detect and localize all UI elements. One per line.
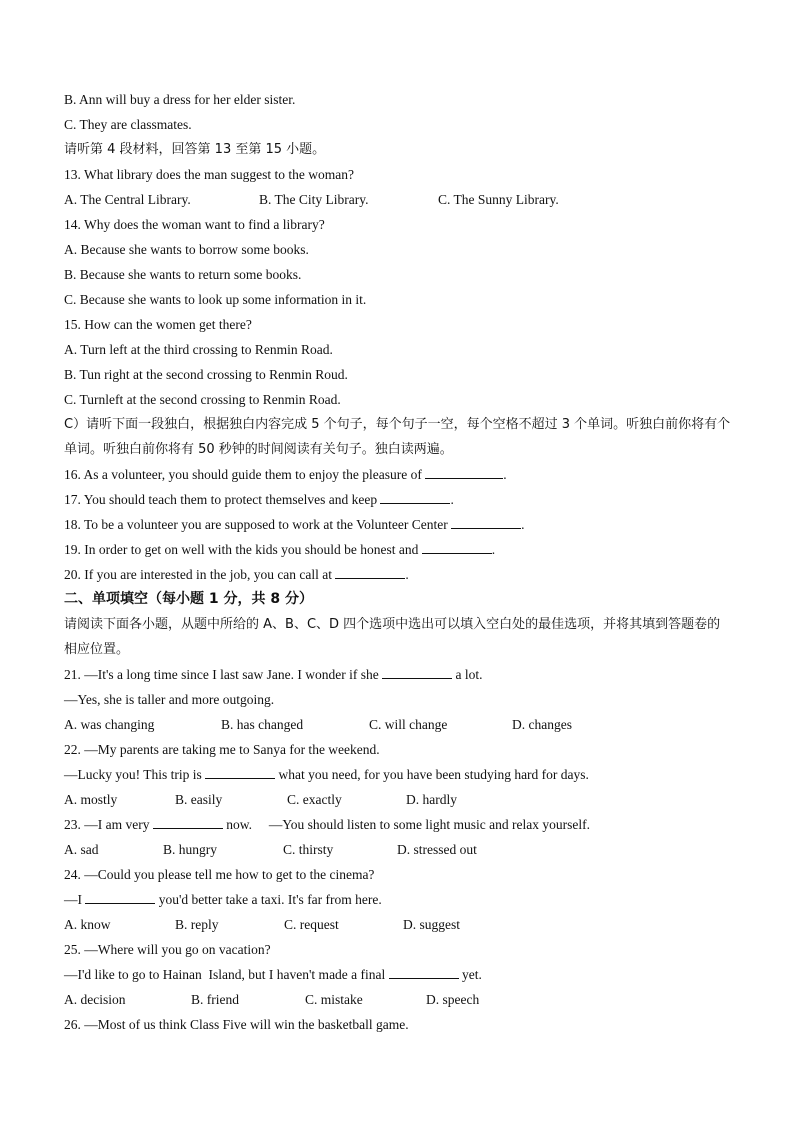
q17-end: . [450, 492, 454, 507]
q24-blank[interactable] [85, 887, 155, 904]
question-23-options [64, 837, 732, 862]
q22-end: what you need, for you have been studying hard for days. [275, 767, 589, 782]
q24-option-b: B. reply [175, 917, 219, 932]
q21-option-d: D. changes [512, 717, 572, 732]
q25-option-d: D. speech [426, 992, 480, 1007]
question-24: 24. —Could you please tell me how to get to the cinema? [64, 867, 375, 882]
question-18 [64, 512, 732, 537]
q15-option-c: C. Turnleft at the second crossing to Renmin Road. [64, 392, 341, 407]
question-22-options [64, 787, 732, 812]
q22-reply [64, 762, 732, 787]
q23-option-c: C. thirsty [283, 842, 334, 857]
q23-option-b: B. hungry [163, 842, 217, 857]
q19-text: 19. In order to get on well with the kids you should be honest and [64, 542, 422, 557]
question-25-options [64, 987, 732, 1012]
q25-option-a: A. decision [64, 992, 126, 1007]
q22-option-b: B. easily [175, 792, 223, 807]
q16-end: . [503, 467, 507, 482]
question-16 [64, 462, 732, 487]
q15-option-a: A. Turn left at the third crossing to Renmin Road. [64, 342, 333, 357]
q19-blank[interactable] [422, 537, 492, 554]
q21-text: 21. —It's a long time since I last saw Jane. I wonder if she [64, 667, 383, 682]
q18-end: . [521, 517, 525, 532]
q25-reply [64, 962, 732, 987]
q21-option-c: C. will change [369, 717, 448, 732]
question-21-options [64, 712, 732, 737]
q24-option-c: C. request [284, 917, 339, 932]
question-20 [64, 562, 732, 587]
question-21 [64, 662, 732, 687]
instruction-section-c: C）请听下面一段独白，根据独白内容完成 5 个句子，每个句子一空，每个空格不超过 3 个单词。听独白前你将有个单词。听独白前你将有 50 秒钟的时间阅读有关句子。独白读两遍。 [64, 417, 731, 457]
q23-text: 23. —I am very [64, 817, 153, 832]
q22-option-d: D. hardly [406, 792, 457, 807]
instruction-part4: 请听第 4 段材料，回答第 13 至第 15 小题。 [64, 142, 326, 157]
exam-content [64, 87, 732, 1037]
question-24-options [64, 912, 732, 937]
q17-text: 17. You should teach them to protect themselves and keep [64, 492, 381, 507]
q21-option-a: A. was changing [64, 717, 155, 732]
q22-text: —Lucky you! This trip is [64, 767, 206, 782]
q13-option-b: B. The City Library. [259, 192, 369, 207]
q21-blank[interactable] [382, 662, 452, 679]
q20-end: . [405, 567, 409, 582]
q23-option-d: D. stressed out [397, 842, 477, 857]
q19-end: . [491, 542, 496, 557]
q14-option-c: C. Because she wants to look up some information in it. [64, 292, 367, 307]
q21-end: a lot. [452, 667, 483, 682]
q16-text: 16. As a volunteer, you should guide them to enjoy the pleasure of [64, 467, 426, 482]
q25-blank[interactable] [389, 962, 459, 979]
q24-reply [64, 887, 732, 912]
q24-option-d: D. suggest [403, 917, 460, 932]
question-22: 22. —My parents are taking me to Sanya for the weekend. [64, 742, 380, 757]
q18-text: 18. To be a volunteer you are supposed to work at the Volunteer Center [64, 517, 452, 532]
question-26: 26. —Most of us think Class Five will win the basketball game. [64, 1017, 409, 1032]
question-19 [64, 537, 732, 562]
q13-option-a: A. The Central Library. [64, 192, 191, 207]
q14-option-a: A. Because she wants to borrow some books. [64, 242, 309, 257]
q23-end: now. —You should listen to some light music and relax yourself. [222, 817, 590, 832]
option-prev-c: C. They are classmates. [64, 117, 192, 132]
q22-blank[interactable] [205, 762, 275, 779]
q21-option-b: B. has changed [221, 717, 304, 732]
question-15: 15. How can the women get there? [64, 317, 252, 332]
q18-blank[interactable] [451, 512, 521, 529]
q13-option-c: C. The Sunny Library. [438, 192, 559, 207]
q25-end: yet. [458, 967, 482, 982]
q14-option-b: B. Because she wants to return some books. [64, 267, 302, 282]
question-13: 13. What library does the man suggest to the woman? [64, 167, 354, 182]
q23-blank[interactable] [153, 812, 223, 829]
q23-option-a: A. sad [64, 842, 99, 857]
q17-blank[interactable] [380, 487, 450, 504]
q25-option-c: C. mistake [305, 992, 363, 1007]
section-2-instruction: 请阅读下面各小题，从题中所给的 A、B、C、D 四个选项中选出可以填入空白处的最佳选项，并将其填到答题卷的相应位置。 [64, 617, 721, 657]
question-17 [64, 487, 732, 512]
q24-option-a: A. know [64, 917, 111, 932]
section-2-heading: 二、单项填空（每小题 1 分，共 8 分） [64, 591, 313, 607]
q25-option-b: B. friend [191, 992, 239, 1007]
question-23 [64, 812, 732, 837]
q20-blank[interactable] [335, 562, 405, 579]
q22-option-c: C. exactly [287, 792, 342, 807]
q24-text: —I [64, 892, 86, 907]
q24-end: you'd better take a taxi. It's far from here. [155, 892, 382, 907]
q25-text: —I'd like to go to Hainan Island, but I haven't made a final [64, 967, 389, 982]
question-25: 25. —Where will you go on vacation? [64, 942, 271, 957]
question-13-options [64, 187, 732, 212]
q15-option-b: B. Tun right at the second crossing to Renmin Roud. [64, 367, 348, 382]
q22-option-a: A. mostly [64, 792, 118, 807]
option-prev-b: B. Ann will buy a dress for her elder sister. [64, 92, 296, 107]
q20-text: 20. If you are interested in the job, you can call at [64, 567, 336, 582]
q21-reply: —Yes, she is taller and more outgoing. [64, 692, 275, 707]
q16-blank[interactable] [425, 462, 503, 479]
question-14: 14. Why does the woman want to find a library? [64, 217, 325, 232]
